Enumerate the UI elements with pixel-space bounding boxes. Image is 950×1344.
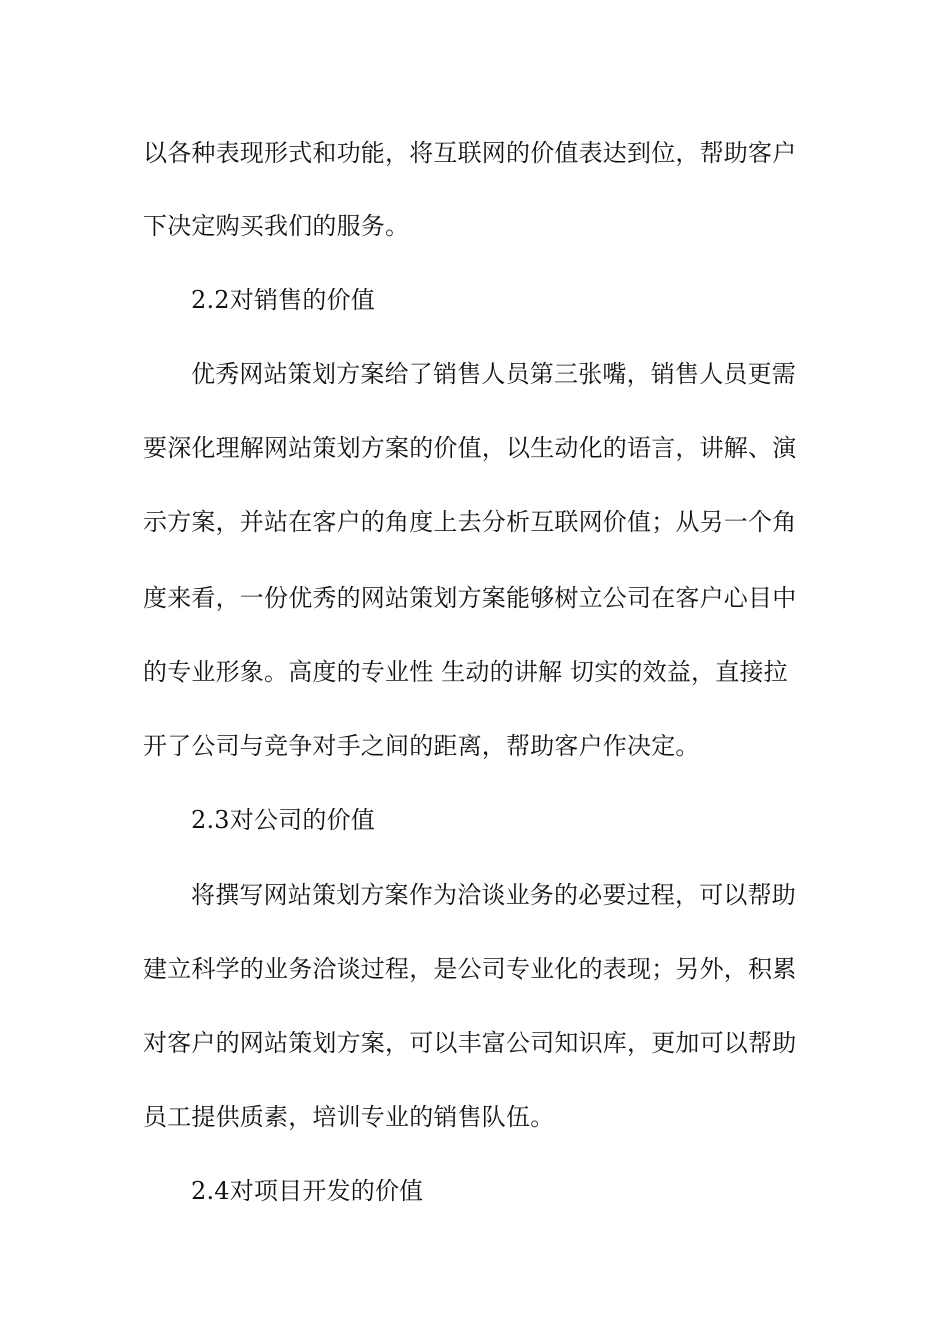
paragraph-line: 的专业形象。高度的专业性 生动的讲解 切实的效益，直接拉 [143,658,788,686]
paragraph-line: 下决定购买我们的服务。 [143,212,410,240]
paragraph-line: 建立科学的业务洽谈过程，是公司专业化的表现；另外，积累 [143,955,797,983]
section-heading: 2.3对公司的价值 [191,806,375,834]
paragraph-line: 将撰写网站策划方案作为洽谈业务的必要过程，可以帮助 [191,881,796,909]
paragraph-line: 开了公司与竞争对手之间的距离，帮助客户作决定。 [143,732,700,760]
paragraph-line: 员工提供质素，培训专业的销售队伍。 [143,1103,555,1131]
paragraph-line: 优秀网站策划方案给了销售人员第三张嘴，销售人员更需 [191,360,796,388]
paragraph-line: 度来看，一份优秀的网站策划方案能够树立公司在客户心目中 [143,584,797,612]
section-heading: 2.4对项目开发的价值 [191,1177,424,1205]
paragraph-line: 示方案，并站在客户的角度上去分析互联网价值；从另一个角 [143,508,797,536]
section-heading: 2.2对销售的价值 [191,286,375,314]
paragraph-line: 以各种表现形式和功能，将互联网的价值表达到位，帮助客户 [143,139,797,167]
paragraph-line: 要深化理解网站策划方案的价值，以生动化的语言，讲解、演 [143,434,797,462]
paragraph-line: 对客户的网站策划方案，可以丰富公司知识库，更加可以帮助 [143,1029,797,1057]
